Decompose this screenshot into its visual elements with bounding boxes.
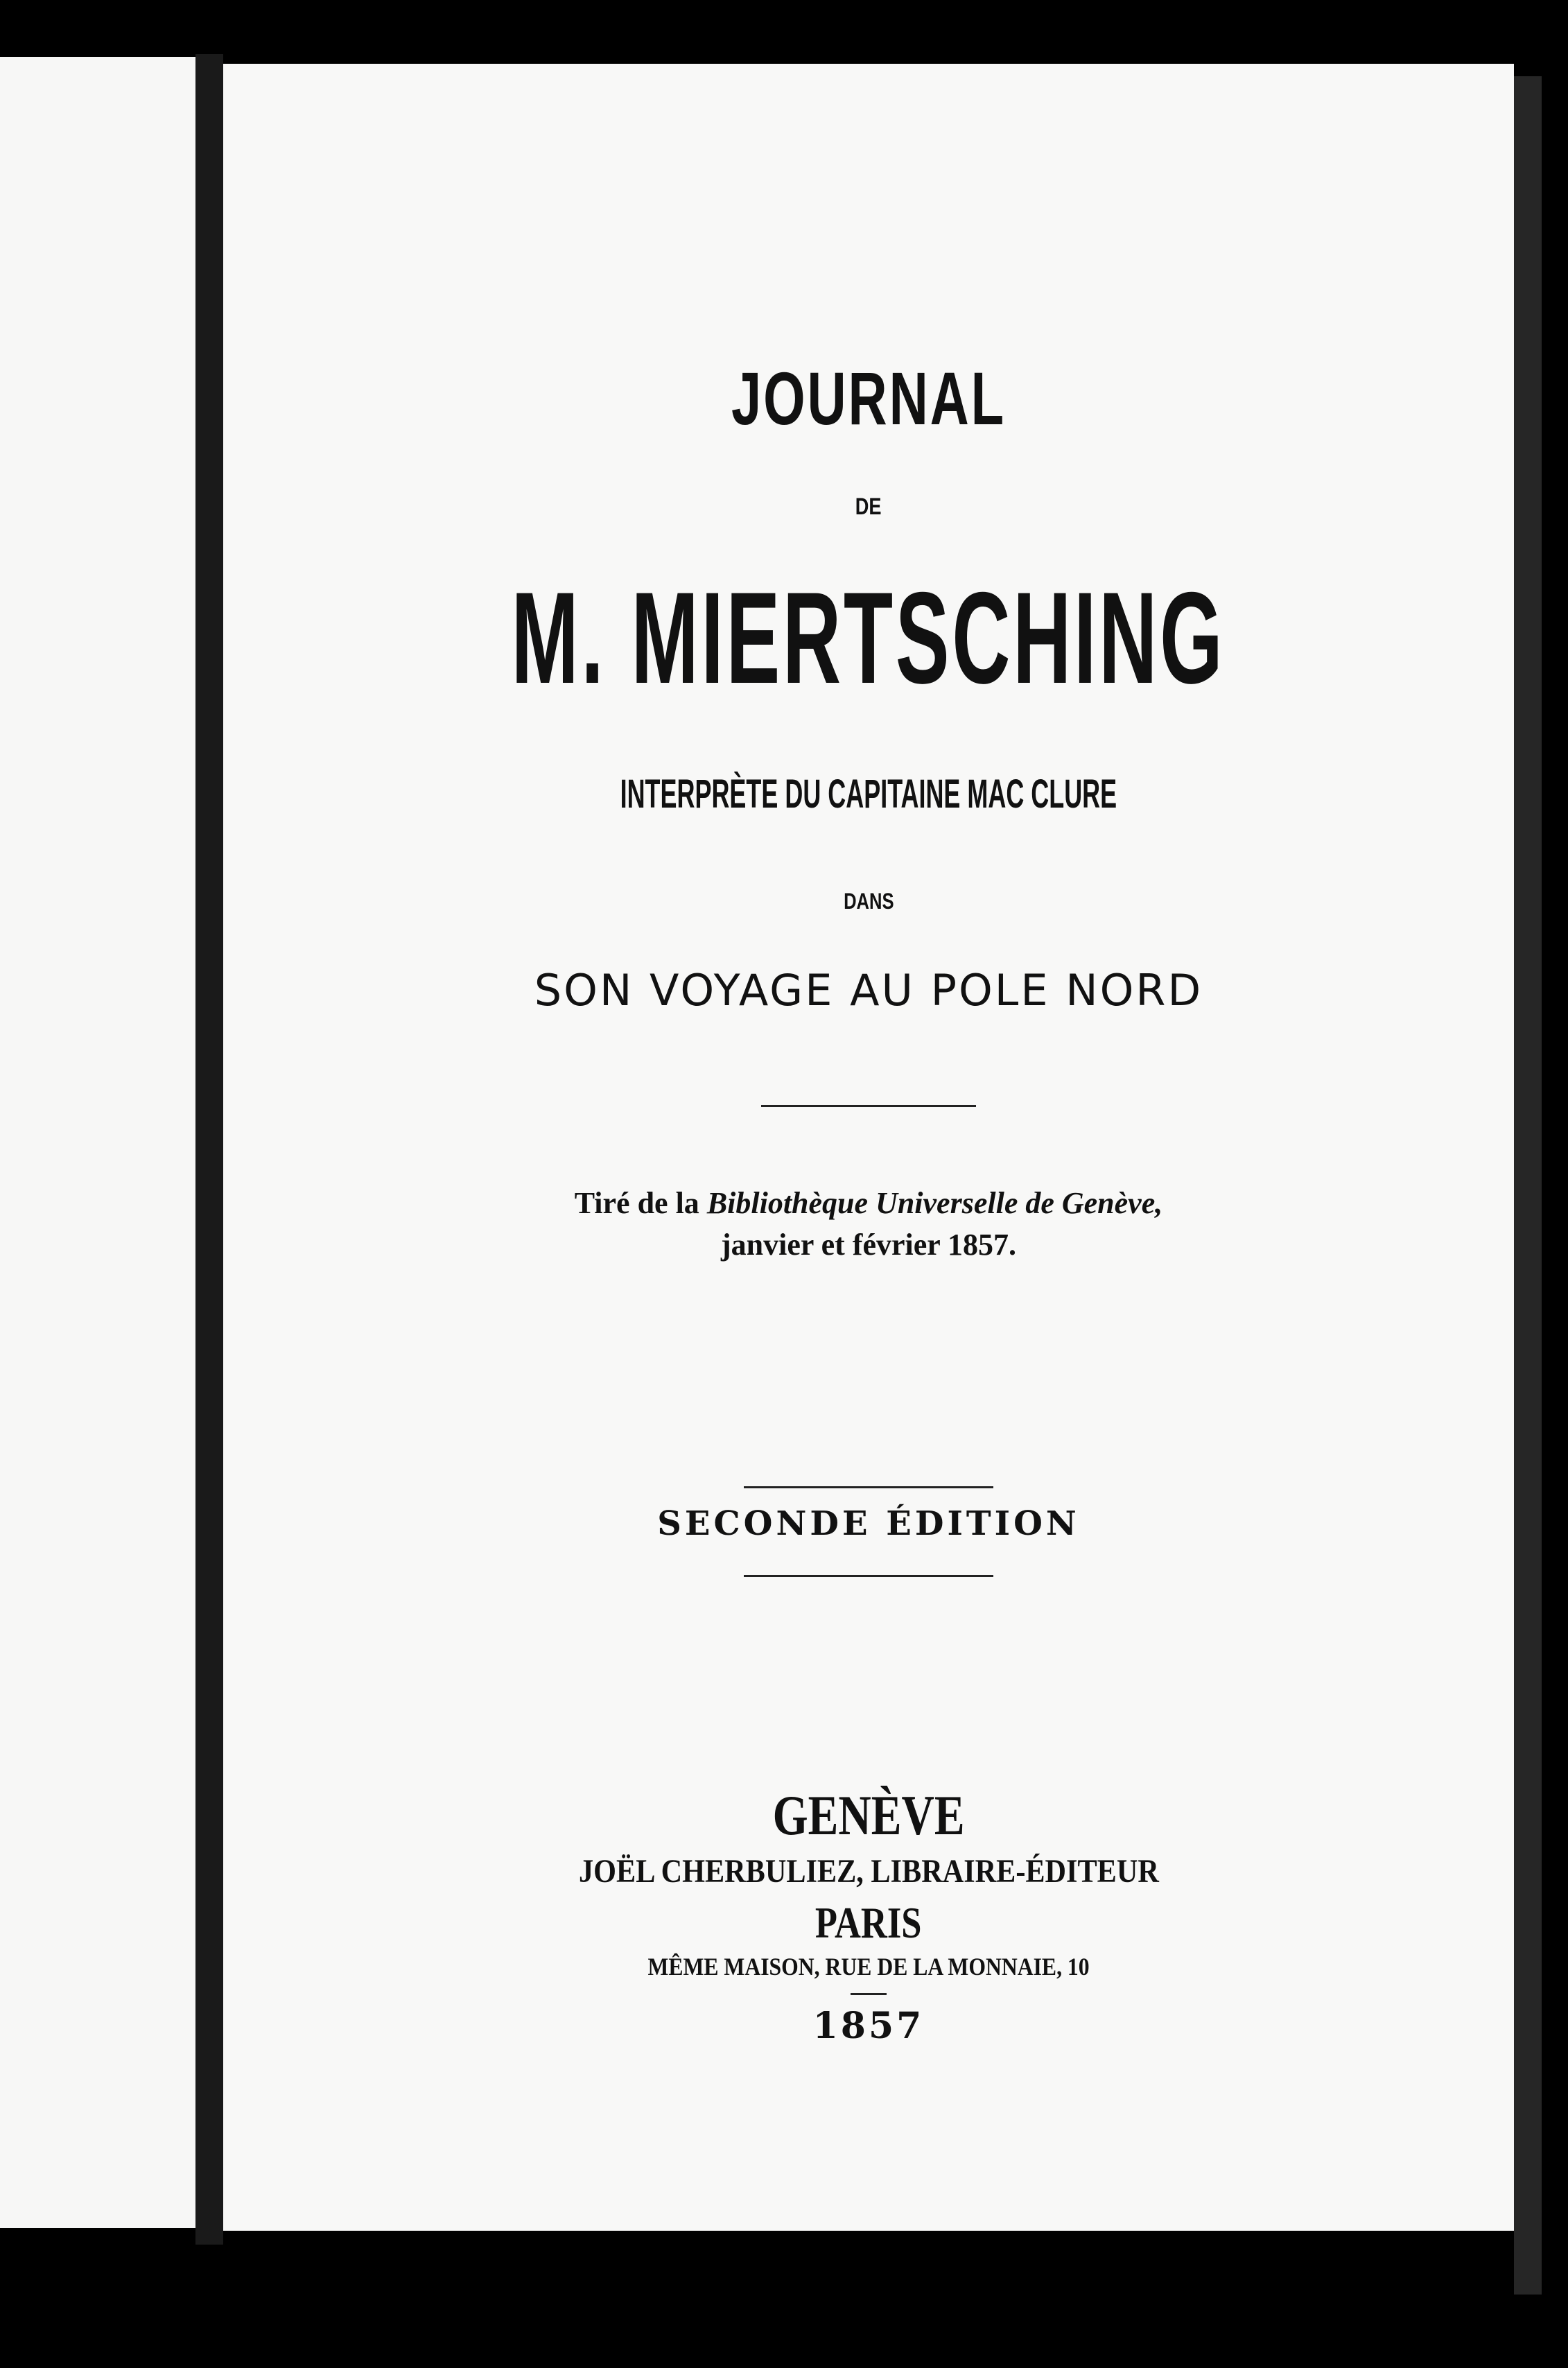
title-page	[223, 64, 1514, 2231]
divider-rule	[761, 1105, 976, 1107]
edition-rule-top	[744, 1486, 993, 1488]
imprint-city-geneve: GENÈVE	[772, 1784, 965, 1847]
voyage-subtitle: SON VOYAGE AU POLE NORD	[534, 965, 1203, 1016]
source-prefix: Tiré de la	[574, 1186, 707, 1220]
imprint-address: MÊME MAISON, RUE DE LA MONNAIE, 10	[647, 1953, 1090, 1980]
left-page	[0, 57, 195, 2228]
author-name: M. MIERTSCHING	[512, 565, 1226, 711]
author-role: INTERPRÈTE DU CAPITAINE MAC CLURE	[620, 772, 1117, 817]
imprint-year: 1857	[812, 2005, 925, 2047]
source-date: janvier et février 1857.	[721, 1228, 1016, 1262]
source-journal: Bibliothèque Universelle de Genève,	[706, 1186, 1163, 1220]
book-title: JOURNAL	[731, 356, 1007, 440]
title-connector-de: DE	[855, 494, 882, 520]
right-edge	[1514, 76, 1542, 2295]
book-spine	[195, 54, 223, 2245]
imprint-publisher: JOËL CHERBULIEZ, LIBRAIRE-ÉDITEUR	[578, 1853, 1159, 1890]
edition-label: SECONDE ÉDITION	[657, 1504, 1080, 1543]
connector-dans: DANS	[843, 889, 894, 914]
source-note-line1	[223, 1185, 1514, 1221]
imprint-city-paris: PARIS	[815, 1898, 922, 1947]
edition-rule-bottom	[744, 1575, 993, 1577]
year-rule	[851, 1993, 887, 1995]
